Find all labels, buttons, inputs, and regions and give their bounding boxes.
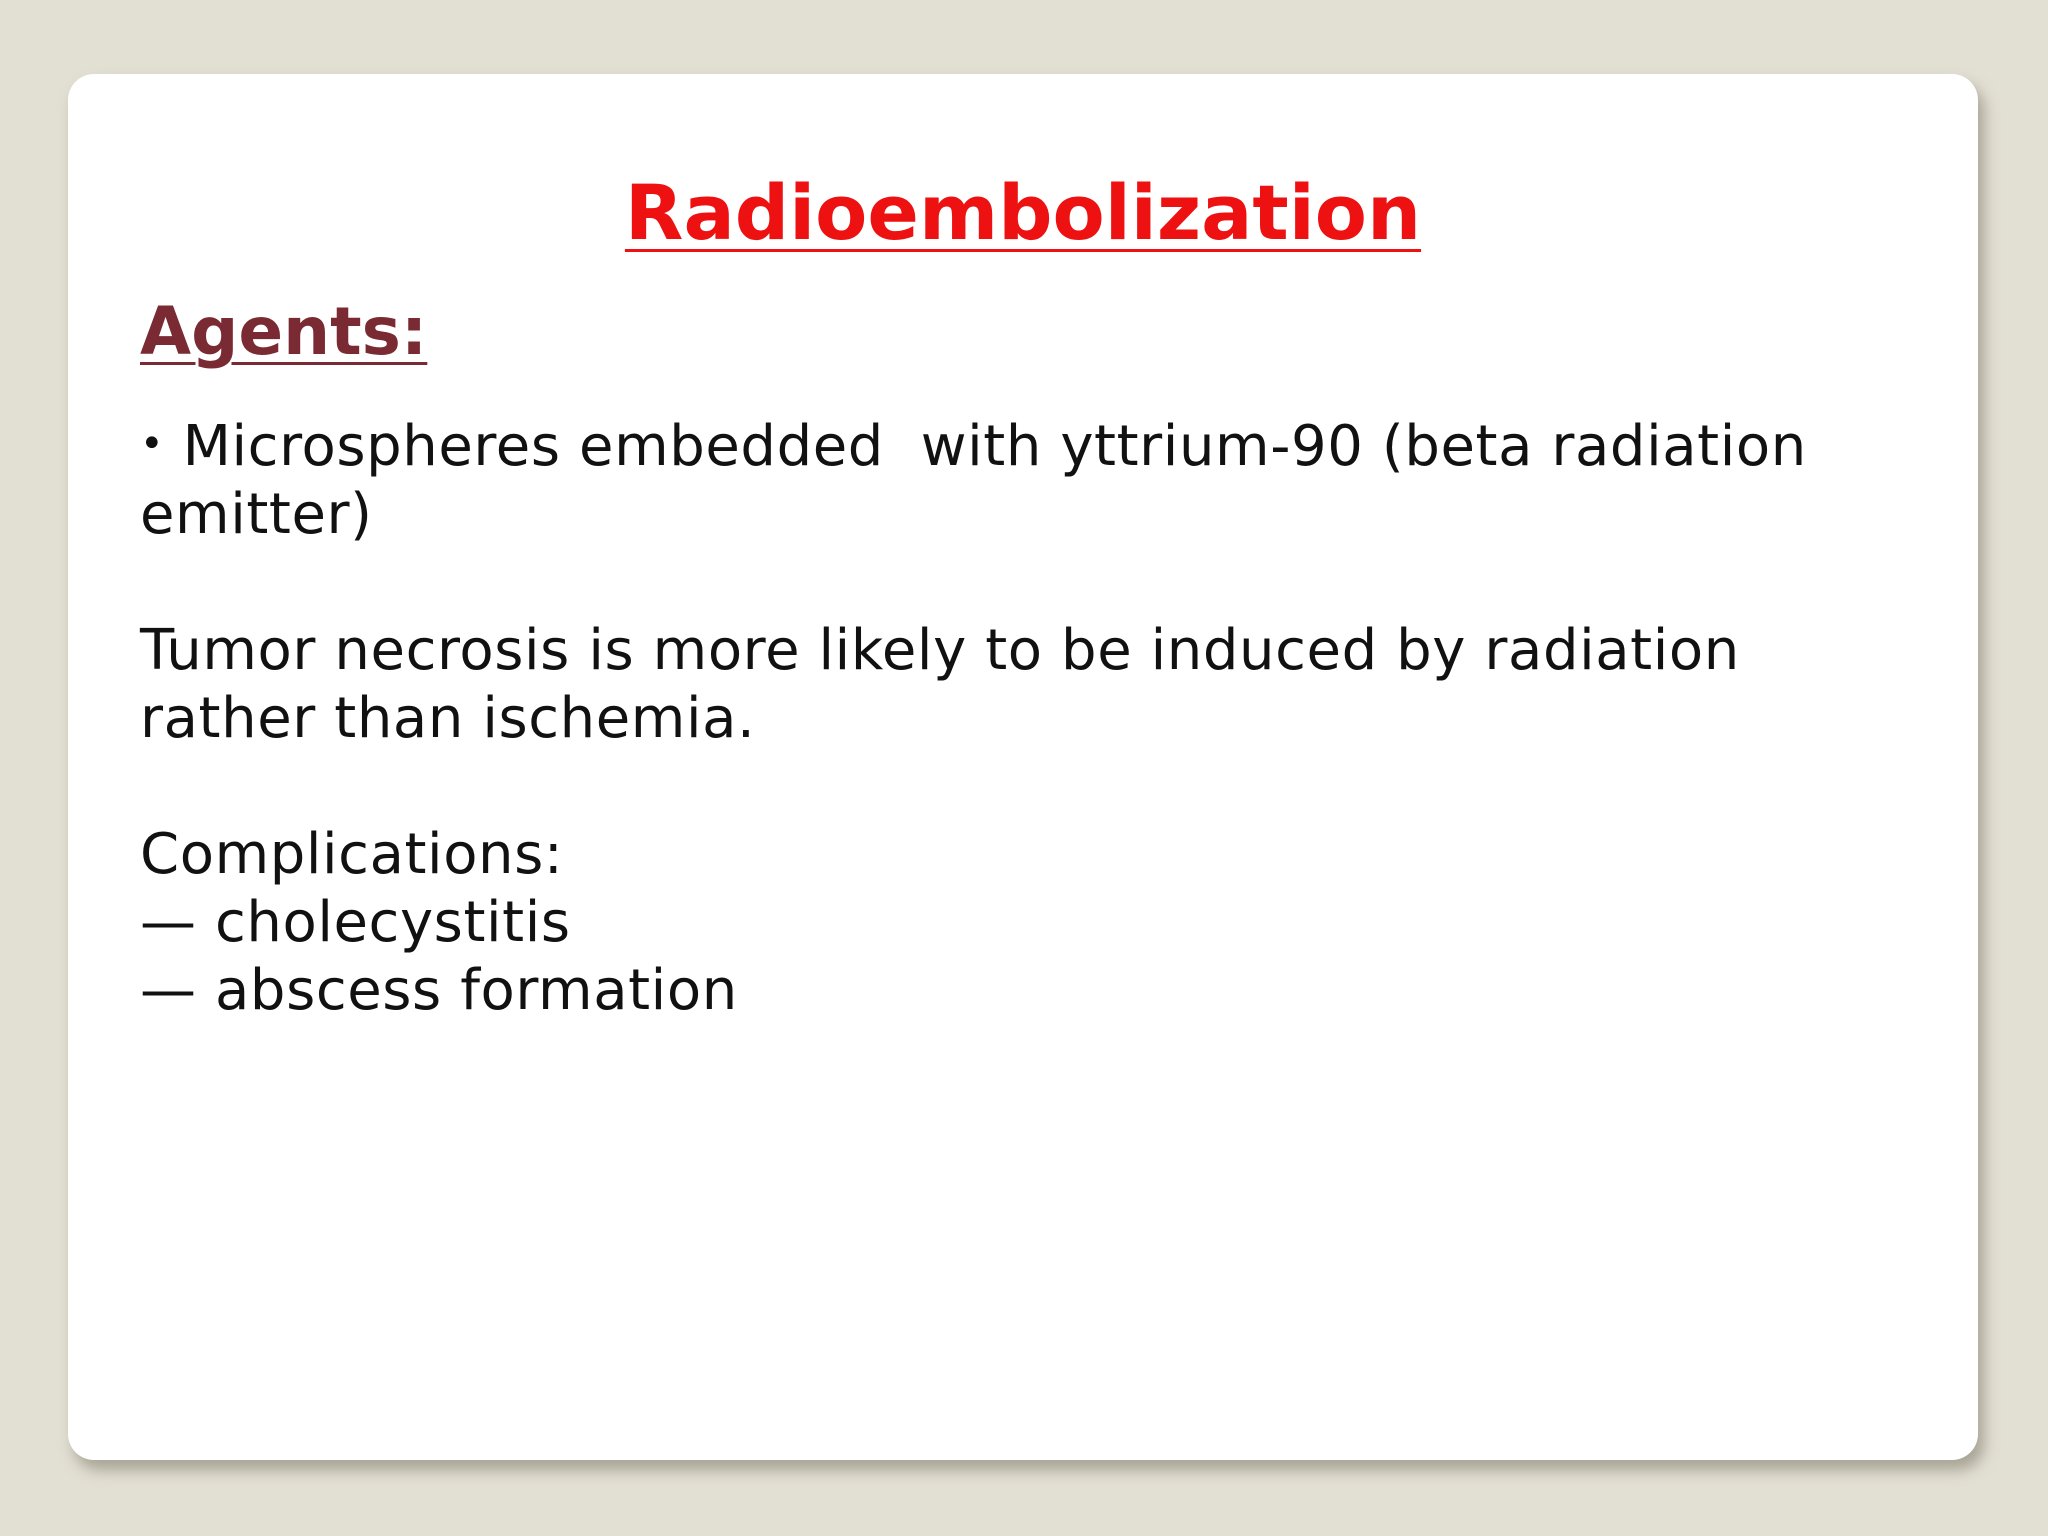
bullet-icon: •: [140, 421, 165, 467]
spacer: [140, 753, 1900, 821]
complication-item: — cholecystitis: [140, 890, 571, 955]
paragraph-line-2: rather than ischemia.: [140, 686, 756, 751]
agents-heading: Agents:: [140, 293, 428, 370]
slide-title: Radioembolization: [624, 168, 1422, 257]
slide-body: [140, 410, 1900, 1025]
slide: [68, 74, 1978, 1460]
complications-label: Complications:: [140, 822, 564, 887]
spacer: [140, 549, 1900, 617]
bullet-line-2: emitter): [140, 482, 373, 547]
complication-item: — abscess formation: [140, 958, 738, 1023]
bullet-text-1: Microspheres embedded with yttrium-90 (beta radiation: [164, 414, 1807, 479]
bullet-line-1: [140, 410, 1900, 481]
paragraph-line-1: Tumor necrosis is more likely to be induced by radiation: [140, 618, 1740, 683]
